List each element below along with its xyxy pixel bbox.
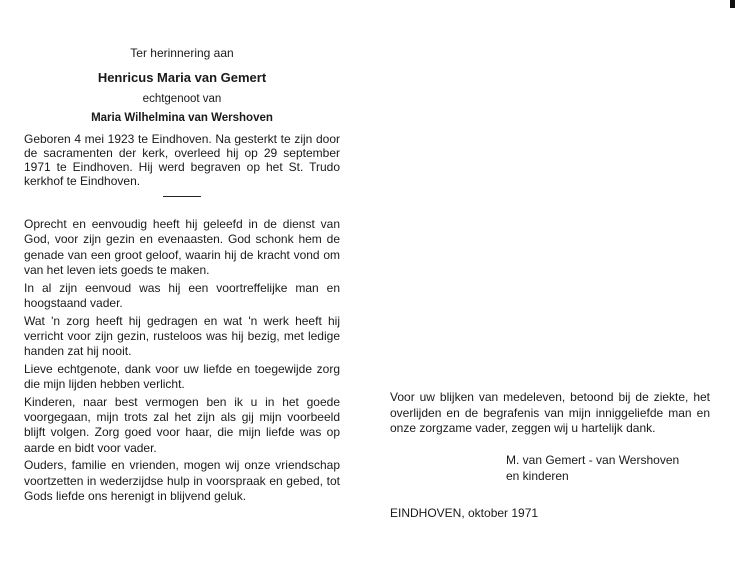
in-memory-heading: Ter herinnering aan <box>130 46 234 60</box>
scan-edge-mark <box>730 0 735 8</box>
memorial-paragraph: Lieve echtgenote, dank voor uw liefde en toegewijde zorg die mijn lijden hebben verlicht. <box>24 361 340 392</box>
divider-line <box>163 196 201 197</box>
memorial-paragraph: Wat 'n zorg heeft hij gedragen en wat 'n werk heeft hij verricht voor zijn gezin, rusteloos was hij bezig, met ledige handen zat hij nooit. <box>24 313 340 359</box>
spouse-of-label: echtgenoot van <box>142 93 222 105</box>
deceased-name: Henricus Maria van Gemert <box>97 70 267 85</box>
biography-text: Geboren 4 mei 1923 te Eindhoven. Na gesterkt te zijn door de sacramenten der kerk, overleed hij op 29 september 1971 te Eindhoven. Hij werd begraven op het St. Trudo kerkhof te Eindhoven. <box>24 132 340 188</box>
memorial-paragraph: Kinderen, naar best vermogen ben ik u in het goede voorgegaan, mijn trots zal het zijn als gij mijn voorbeeld blijft volgen. Zorg goed voor haar, die mijn liefde was op aarde en bidt voor vader. <box>24 394 340 455</box>
signature-children: en kinderen <box>506 468 569 483</box>
memorial-paragraph: In al zijn eenvoud was hij een voortreffelijke man en hoogstaand vader. <box>24 280 340 310</box>
spouse-name: Maria Wilhelmina van Wershoven <box>91 112 273 124</box>
signature-name: M. van Gemert - van Wershoven <box>506 452 680 467</box>
signature-block <box>506 452 710 484</box>
memorial-paragraph: Oprecht en eenvoudig heeft hij geleefd in de dienst van God, voor zijn gezin en evenaasten. God schonk hem de genade van een groot geloof, waarin hij de kracht vond om van het leven iets goeds te maken. <box>24 217 340 277</box>
memorial-paragraph: Ouders, familie en vrienden, mogen wij onze vriendschap voortzetten in wederzijdse hulp in voorspraak en gebed, tot Gods liefde ons herenigt in blijvend geluk. <box>24 458 340 503</box>
place-date: EINDHOVEN, oktober 1971 <box>390 505 539 520</box>
right-page <box>390 390 710 520</box>
memorial-text <box>24 217 340 504</box>
left-page <box>24 46 340 507</box>
thanks-text: Voor uw blijken van medeleven, betoond bij de ziekte, het overlijden en de begrafenis van mijn inniggeliefde man en onze zorgzame vader, zeggen wij u hartelijk dank. <box>390 390 710 435</box>
